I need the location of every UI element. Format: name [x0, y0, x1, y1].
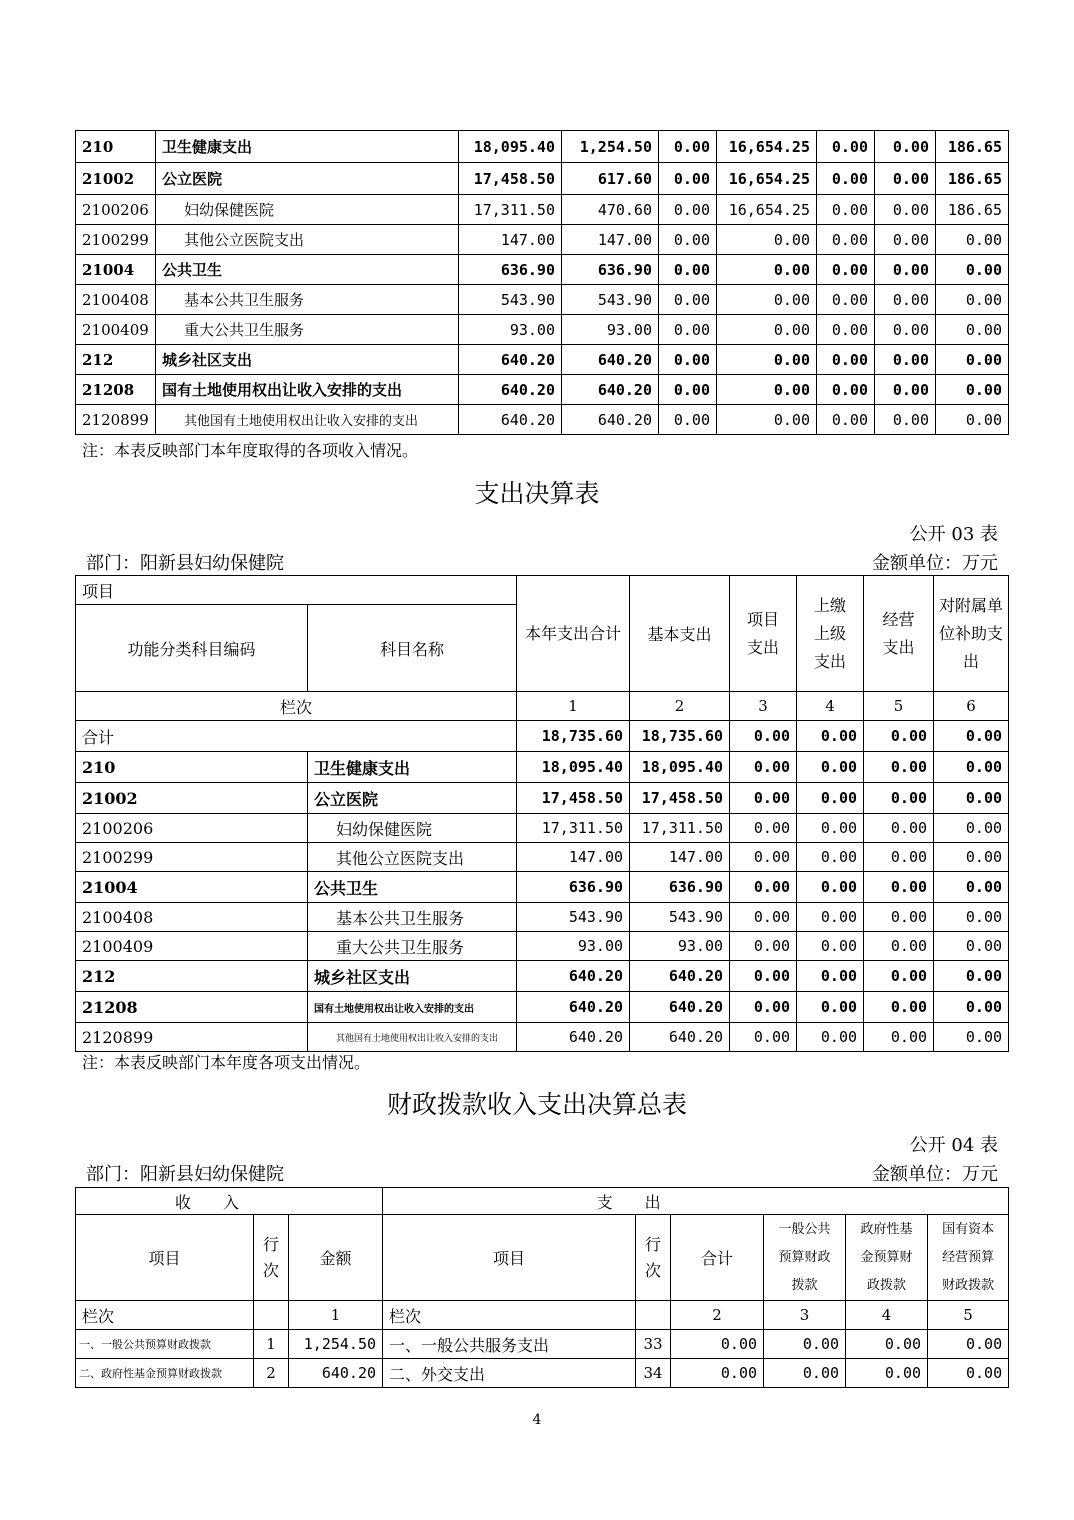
row-code: 2100409 [76, 932, 308, 961]
row-value: 0.00 [864, 783, 934, 814]
row-value: 0.00 [797, 903, 864, 932]
row-value: 0.00 [936, 225, 1009, 255]
row-value: 0.00 [717, 255, 817, 285]
row-value: 93.00 [517, 932, 630, 961]
col-num: 5 [864, 692, 934, 721]
row-value: 0.00 [659, 375, 717, 405]
h-row2: 行次 [636, 1215, 671, 1301]
table-row [76, 1023, 1009, 1052]
col-num: 1 [289, 1301, 383, 1330]
row-value: 0.00 [717, 285, 817, 315]
row-value: 0.00 [730, 843, 797, 872]
row-value: 0.00 [875, 345, 936, 375]
table-row [76, 405, 1009, 435]
row-value: 0.00 [817, 375, 875, 405]
header-basic: 基本支出 [630, 576, 730, 692]
row-value: 0.00 [817, 195, 875, 225]
table-row [76, 1330, 1009, 1359]
row-value: 0.00 [730, 992, 797, 1023]
row-value: 0.00 [936, 285, 1009, 315]
row-value: 0.00 [875, 315, 936, 345]
department-label: 部门：阳新县妇幼保健院 [86, 553, 284, 574]
col-num: 3 [730, 692, 797, 721]
row-name: 基本公共卫生服务 [156, 285, 459, 315]
expense-header: 支 出 [383, 1188, 1009, 1215]
h-state: 国有资本经营预算财政拨款 [928, 1215, 1009, 1301]
col-num: 6 [934, 692, 1009, 721]
row-value: 0.00 [659, 315, 717, 345]
row-value: 18,095.40 [459, 131, 562, 163]
lanci-label: 栏次 [383, 1301, 636, 1330]
table-row [76, 992, 1009, 1023]
row-value: 186.65 [936, 131, 1009, 163]
row-value: 0.00 [717, 405, 817, 435]
row-value: 0.00 [864, 752, 934, 783]
table1-note: 注：本表反映部门本年度取得的各项收入情况。 [82, 441, 419, 460]
row-value: 93.00 [630, 932, 730, 961]
col-num: 3 [764, 1301, 846, 1330]
row-name: 卫生健康支出 [308, 752, 517, 783]
row-value: 0.00 [934, 961, 1009, 992]
income-item: 一、一般公共预算财政拨款 [76, 1330, 254, 1359]
lanci-label: 栏次 [76, 692, 517, 721]
row-value: 0.00 [730, 961, 797, 992]
row-value: 16,654.25 [717, 195, 817, 225]
row-code: 21004 [76, 255, 156, 285]
row-value: 0.00 [875, 195, 936, 225]
row-name: 妇幼保健医院 [308, 814, 517, 843]
row-value: 0.00 [730, 872, 797, 903]
row-name: 城乡社区支出 [156, 345, 459, 375]
total-value: 0.00 [934, 721, 1009, 752]
row-value: 0.00 [817, 255, 875, 285]
page-number: 4 [532, 1412, 542, 1428]
row-value: 636.90 [562, 255, 659, 285]
row-code: 2100206 [76, 195, 156, 225]
col-num: 4 [797, 692, 864, 721]
table-row [76, 843, 1009, 872]
row-value: 16,654.25 [717, 163, 817, 195]
row-value: 0.00 [797, 814, 864, 843]
h-amount: 金额 [289, 1215, 383, 1301]
expense-value: 0.00 [846, 1330, 928, 1359]
h-general: 一般公共预算财政拨款 [764, 1215, 846, 1301]
table-row [76, 375, 1009, 405]
row-name: 其他公立医院支出 [156, 225, 459, 255]
row-value: 93.00 [562, 315, 659, 345]
row-value: 640.20 [630, 961, 730, 992]
row-value: 186.65 [936, 195, 1009, 225]
row-value: 186.65 [936, 163, 1009, 195]
row-name: 公立医院 [156, 163, 459, 195]
row-code: 2120899 [76, 405, 156, 435]
table-row [76, 1359, 1009, 1388]
row-value: 0.00 [934, 992, 1009, 1023]
row-value: 17,311.50 [459, 195, 562, 225]
fiscal-table-title: 财政拨款收入支出决算总表 [386, 1090, 687, 1119]
expense-value: 0.00 [928, 1330, 1009, 1359]
row-name: 国有土地使用权出让收入安排的支出 [308, 992, 517, 1023]
row-value: 0.00 [659, 131, 717, 163]
department-label: 部门：阳新县妇幼保健院 [86, 1164, 284, 1185]
row-value: 1,254.50 [562, 131, 659, 163]
row-value: 0.00 [797, 872, 864, 903]
row-value: 0.00 [864, 903, 934, 932]
row-value: 617.60 [562, 163, 659, 195]
table-row [76, 961, 1009, 992]
col-num: 1 [517, 692, 630, 721]
row-value: 0.00 [797, 752, 864, 783]
table-row [76, 225, 1009, 255]
row-name: 卫生健康支出 [156, 131, 459, 163]
row-code: 21002 [76, 163, 156, 195]
table-row [76, 255, 1009, 285]
row-value: 640.20 [459, 375, 562, 405]
row-name: 国有土地使用权出让收入安排的支出 [156, 375, 459, 405]
row-value: 0.00 [659, 163, 717, 195]
row-value: 0.00 [817, 315, 875, 345]
row-value: 147.00 [459, 225, 562, 255]
row-value: 0.00 [934, 783, 1009, 814]
row-value: 543.90 [517, 903, 630, 932]
row-value: 0.00 [817, 131, 875, 163]
income-amount: 640.20 [289, 1359, 383, 1388]
row-code: 2100409 [76, 315, 156, 345]
row-value: 0.00 [797, 1023, 864, 1052]
row-value: 640.20 [562, 405, 659, 435]
row-name: 重大公共卫生服务 [156, 315, 459, 345]
row-code: 2120899 [76, 1023, 308, 1052]
row-value: 0.00 [797, 783, 864, 814]
row-value: 0.00 [936, 315, 1009, 345]
row-code: 21004 [76, 872, 308, 903]
row-value: 0.00 [817, 405, 875, 435]
row-value: 640.20 [517, 1023, 630, 1052]
row-value: 0.00 [936, 345, 1009, 375]
row-value: 543.90 [630, 903, 730, 932]
expense-value: 0.00 [764, 1330, 846, 1359]
row-value: 0.00 [936, 255, 1009, 285]
row-code: 2100408 [76, 285, 156, 315]
row-code: 210 [76, 752, 308, 783]
row-value: 640.20 [562, 375, 659, 405]
row-value: 147.00 [517, 843, 630, 872]
row-value: 0.00 [797, 843, 864, 872]
row-name: 其他国有土地使用权出让收入安排的支出 [156, 405, 459, 435]
h-row: 行次 [254, 1215, 289, 1301]
income-row-no: 2 [254, 1359, 289, 1388]
table-row [76, 285, 1009, 315]
total-value: 18,735.60 [517, 721, 630, 752]
expense-value: 0.00 [846, 1359, 928, 1388]
row-value: 0.00 [934, 1023, 1009, 1052]
table-row [76, 903, 1009, 932]
row-value: 0.00 [934, 872, 1009, 903]
table-row [76, 783, 1009, 814]
row-value: 0.00 [934, 843, 1009, 872]
row-value: 0.00 [936, 405, 1009, 435]
row-value: 0.00 [817, 163, 875, 195]
row-value: 0.00 [875, 131, 936, 163]
table-row [76, 814, 1009, 843]
row-value: 640.20 [562, 345, 659, 375]
row-value: 640.20 [517, 992, 630, 1023]
table-row [76, 752, 1009, 783]
row-value: 0.00 [797, 961, 864, 992]
row-value: 0.00 [730, 814, 797, 843]
row-value: 636.90 [517, 872, 630, 903]
table2-note: 注：本表反映部门本年度各项支出情况。 [82, 1053, 371, 1072]
fiscal-summary-table [75, 1187, 1009, 1388]
row-value: 0.00 [717, 225, 817, 255]
row-name: 妇幼保健医院 [156, 195, 459, 225]
row-value: 543.90 [459, 285, 562, 315]
row-value: 0.00 [875, 163, 936, 195]
unit-label: 金额单位：万元 [872, 1164, 998, 1185]
row-value: 640.20 [459, 405, 562, 435]
h-total: 合计 [671, 1215, 764, 1301]
table-row [76, 345, 1009, 375]
row-value: 0.00 [875, 405, 936, 435]
header-code: 功能分类科目编码 [76, 605, 308, 692]
header-name: 科目名称 [308, 605, 517, 692]
row-value: 0.00 [659, 285, 717, 315]
lanci-label: 栏次 [76, 1301, 254, 1330]
row-value: 147.00 [630, 843, 730, 872]
income-item: 二、政府性基金预算财政拨款 [76, 1359, 254, 1388]
row-value: 0.00 [659, 255, 717, 285]
row-value: 0.00 [875, 255, 936, 285]
total-label: 合计 [76, 721, 517, 752]
row-value: 636.90 [630, 872, 730, 903]
row-value: 0.00 [934, 903, 1009, 932]
row-name: 公共卫生 [156, 255, 459, 285]
total-value: 18,735.60 [630, 721, 730, 752]
row-name: 重大公共卫生服务 [308, 932, 517, 961]
row-value: 0.00 [864, 872, 934, 903]
income-table-continuation [75, 130, 1009, 435]
row-code: 210 [76, 131, 156, 163]
expense-value: 0.00 [764, 1359, 846, 1388]
expense-value: 0.00 [671, 1359, 764, 1388]
expense-table-title: 支出决算表 [474, 479, 600, 508]
row-name: 基本公共卫生服务 [308, 903, 517, 932]
row-code: 212 [76, 961, 308, 992]
income-amount: 1,254.50 [289, 1330, 383, 1359]
table-row [76, 163, 1009, 195]
row-value: 0.00 [717, 375, 817, 405]
row-value: 0.00 [730, 1023, 797, 1052]
row-code: 212 [76, 345, 156, 375]
row-value: 640.20 [459, 345, 562, 375]
row-value: 17,458.50 [630, 783, 730, 814]
row-value: 0.00 [875, 285, 936, 315]
header-item: 项目 [76, 576, 517, 605]
row-name: 其他国有土地使用权出让收入安排的支出 [308, 1023, 517, 1052]
row-name: 公立医院 [308, 783, 517, 814]
col-num: 4 [846, 1301, 928, 1330]
unit-label: 金额单位：万元 [872, 553, 998, 574]
h-item: 项目 [76, 1215, 254, 1301]
col-num: 5 [928, 1301, 1009, 1330]
total-value: 0.00 [864, 721, 934, 752]
row-value: 0.00 [730, 932, 797, 961]
row-value: 0.00 [875, 225, 936, 255]
row-code: 2100299 [76, 225, 156, 255]
row-value: 0.00 [864, 961, 934, 992]
row-value: 0.00 [730, 752, 797, 783]
h-item2: 项目 [383, 1215, 636, 1301]
header-business: 经营支出 [864, 576, 934, 692]
income-row-no: 1 [254, 1330, 289, 1359]
row-code: 21208 [76, 992, 308, 1023]
row-value: 0.00 [797, 992, 864, 1023]
row-name: 公共卫生 [308, 872, 517, 903]
row-value: 17,311.50 [630, 814, 730, 843]
row-value: 0.00 [717, 315, 817, 345]
row-value: 0.00 [864, 843, 934, 872]
expense-value: 0.00 [671, 1330, 764, 1359]
row-value: 16,654.25 [717, 131, 817, 163]
row-value: 0.00 [864, 814, 934, 843]
row-value: 0.00 [864, 932, 934, 961]
row-value: 147.00 [562, 225, 659, 255]
row-value: 18,095.40 [517, 752, 630, 783]
row-code: 21208 [76, 375, 156, 405]
row-value: 0.00 [934, 932, 1009, 961]
row-value: 0.00 [817, 345, 875, 375]
header-total: 本年支出合计 [517, 576, 630, 692]
row-value: 0.00 [864, 1023, 934, 1052]
row-value: 0.00 [659, 195, 717, 225]
row-value: 17,458.50 [517, 783, 630, 814]
table-row [76, 872, 1009, 903]
expense-table [75, 575, 1009, 1052]
row-value: 0.00 [659, 345, 717, 375]
form-number: 公开 04 表 [909, 1135, 998, 1156]
row-value: 470.60 [562, 195, 659, 225]
col-num: 2 [630, 692, 730, 721]
row-value: 17,311.50 [517, 814, 630, 843]
row-value: 636.90 [459, 255, 562, 285]
row-value: 543.90 [562, 285, 659, 315]
form-number: 公开 03 表 [909, 524, 998, 545]
table-row [76, 932, 1009, 961]
expense-item: 二、外交支出 [383, 1359, 636, 1388]
row-value: 0.00 [875, 375, 936, 405]
row-value: 640.20 [517, 961, 630, 992]
table-row [76, 195, 1009, 225]
row-value: 640.20 [630, 1023, 730, 1052]
row-name: 城乡社区支出 [308, 961, 517, 992]
table-row [76, 131, 1009, 163]
total-value: 0.00 [730, 721, 797, 752]
row-value: 640.20 [630, 992, 730, 1023]
header-subsidy: 对附属单位补助支出 [934, 576, 1009, 692]
expense-row-no: 34 [636, 1359, 671, 1388]
row-name: 其他公立医院支出 [308, 843, 517, 872]
income-header: 收 入 [76, 1188, 383, 1215]
row-value: 18,095.40 [630, 752, 730, 783]
row-value: 0.00 [934, 814, 1009, 843]
row-code: 2100408 [76, 903, 308, 932]
row-value: 0.00 [797, 932, 864, 961]
row-code: 2100299 [76, 843, 308, 872]
h-fund: 政府性基金预算财政拨款 [846, 1215, 928, 1301]
header-remit: 上缴上级支出 [797, 576, 864, 692]
expense-row-no: 33 [636, 1330, 671, 1359]
row-value: 0.00 [817, 285, 875, 315]
expense-value: 0.00 [928, 1359, 1009, 1388]
col-num: 2 [671, 1301, 764, 1330]
row-value: 0.00 [817, 225, 875, 255]
row-value: 0.00 [730, 783, 797, 814]
total-value: 0.00 [797, 721, 864, 752]
expense-item: 一、一般公共服务支出 [383, 1330, 636, 1359]
row-value: 0.00 [864, 992, 934, 1023]
row-value: 0.00 [659, 405, 717, 435]
row-code: 21002 [76, 783, 308, 814]
row-value: 0.00 [659, 225, 717, 255]
row-value: 93.00 [459, 315, 562, 345]
row-value: 17,458.50 [459, 163, 562, 195]
header-project: 项目支出 [730, 576, 797, 692]
row-value: 0.00 [936, 375, 1009, 405]
row-value: 0.00 [934, 752, 1009, 783]
table-row [76, 315, 1009, 345]
row-value: 0.00 [717, 345, 817, 375]
row-value: 0.00 [730, 903, 797, 932]
row-code: 2100206 [76, 814, 308, 843]
